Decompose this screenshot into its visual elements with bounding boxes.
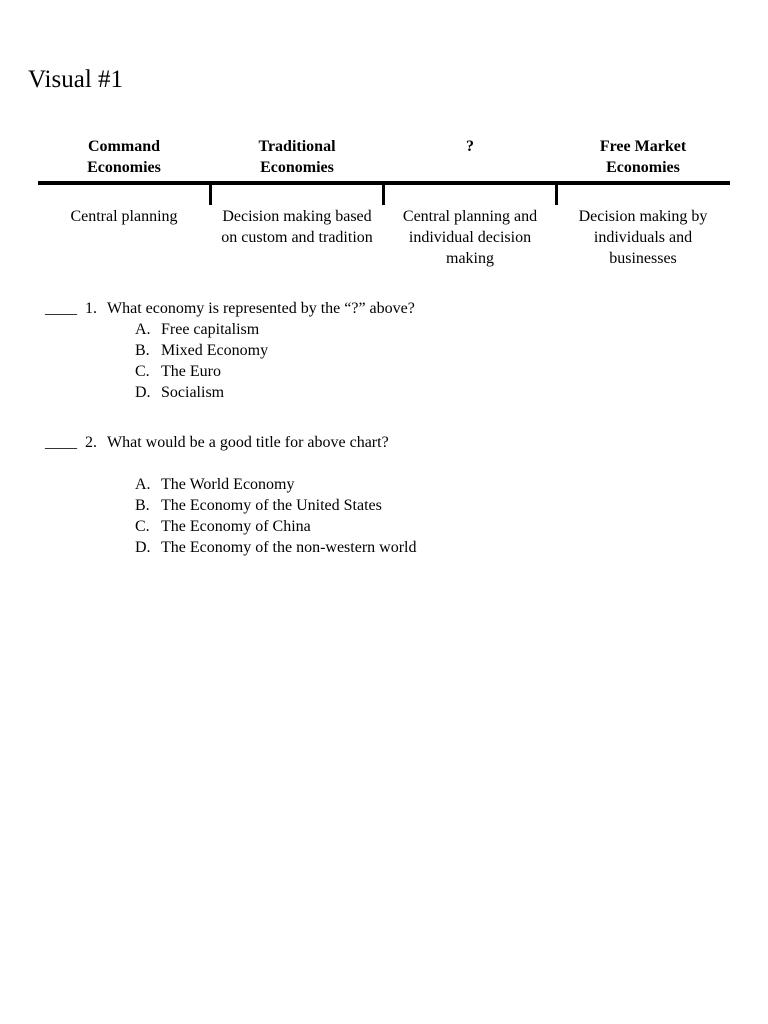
option-text: Socialism [161,384,225,401]
answer-blank[interactable]: ____ [45,300,77,317]
option-letter: A. [135,321,151,338]
spectrum-divider [209,181,212,205]
answer-option [135,319,725,340]
option-text: Mixed Economy [161,342,269,359]
option-letter: D. [135,384,151,401]
column-heading-traditional: Traditional Economies [258,138,336,176]
option-text: The World Economy [161,476,295,493]
column-heading-command: Command Economies [87,138,161,176]
answer-option [135,495,725,516]
question-text: What would be a good title for above chart? [107,434,389,451]
column-heading-free-market: Free Market Economies [599,138,687,176]
answer-option [135,340,725,361]
option-letter: B. [135,342,150,359]
option-letter: A. [135,476,151,493]
option-letter: C. [135,518,150,535]
answer-option [135,474,725,495]
page-title: Visual #1 [28,66,124,93]
option-letter: D. [135,539,151,556]
answer-blank[interactable]: ____ [45,434,77,451]
column-description-traditional: Decision making based on custom and tradition [221,208,373,246]
column-description-free-market: Decision making by individuals and businesses [578,208,708,267]
answer-options [45,474,725,558]
option-text: The Economy of the non-western world [161,539,417,556]
column-heading-unknown: ? [466,138,474,155]
spectrum-divider [382,181,385,205]
option-text: Free capitalism [161,321,260,338]
answer-option [135,537,725,558]
option-text: The Euro [161,363,221,380]
option-letter: C. [135,363,150,380]
answer-option [135,382,725,403]
answer-option [135,516,725,537]
question-text: What economy is represented by the “?” above? [107,300,415,317]
column-description-command: Central planning [70,208,178,225]
option-letter: B. [135,497,150,514]
question-number: 1. [85,300,97,317]
option-text: The Economy of China [161,518,311,535]
option-text: The Economy of the United States [161,497,382,514]
economy-spectrum-chart [38,136,730,276]
spectrum-divider [555,181,558,205]
column-description-unknown: Central planning and individual decision making [402,208,538,267]
question-1 [45,298,725,403]
question-number: 2. [85,434,97,451]
answer-option [135,361,725,382]
question-2 [45,432,725,558]
answer-options [45,319,725,403]
